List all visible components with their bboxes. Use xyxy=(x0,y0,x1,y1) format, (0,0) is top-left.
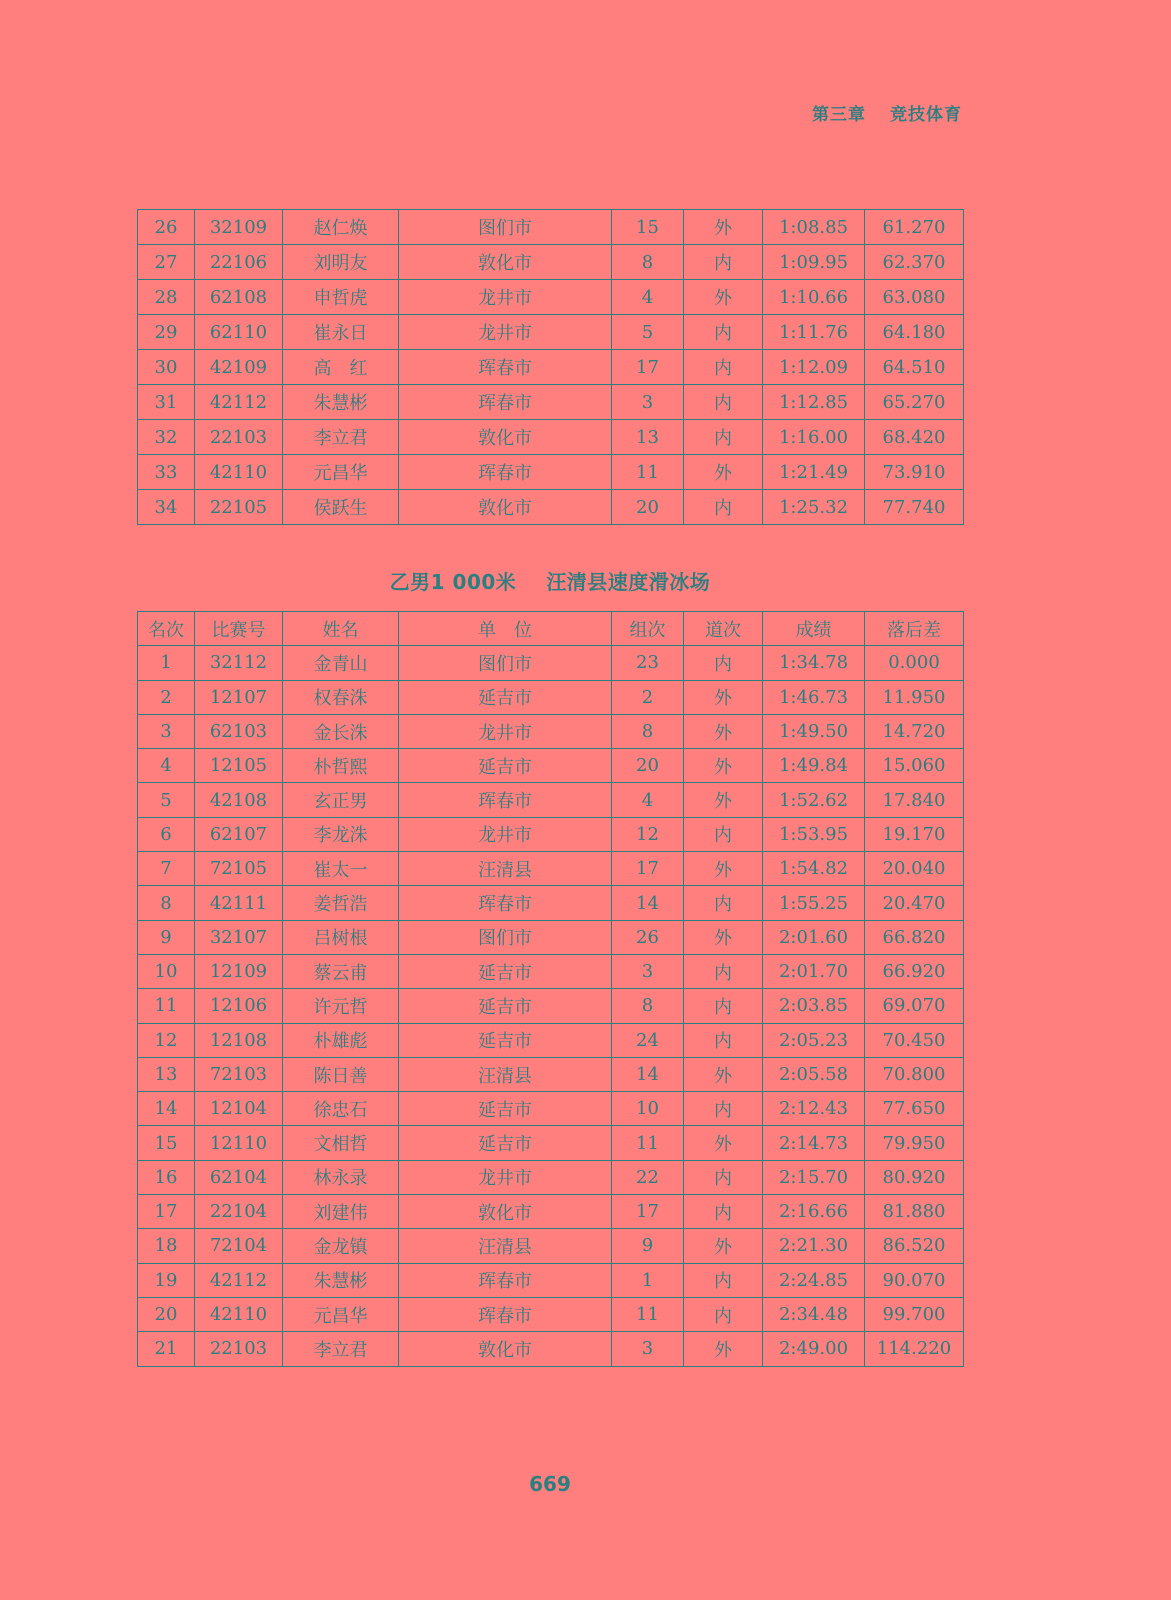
time-cell: 2:01.70 xyxy=(763,954,865,988)
time-cell: 2:24.85 xyxy=(763,1263,865,1297)
time-cell: 2:34.48 xyxy=(763,1297,865,1331)
rank-cell: 4 xyxy=(138,749,195,783)
group-cell: 17 xyxy=(612,1195,684,1229)
lane-cell: 内 xyxy=(684,1297,763,1331)
gap-cell: 79.950 xyxy=(865,1126,964,1160)
rank-cell: 14 xyxy=(138,1092,195,1126)
rank-cell: 6 xyxy=(138,817,195,851)
group-cell: 12 xyxy=(612,817,684,851)
lane-cell: 内 xyxy=(684,350,763,385)
time-cell: 2:14.73 xyxy=(763,1126,865,1160)
unit-cell: 延吉市 xyxy=(399,1023,612,1057)
gap-cell: 73.910 xyxy=(865,455,964,490)
bib-cell: 62103 xyxy=(195,714,283,748)
unit-cell: 汪清县 xyxy=(399,852,612,886)
bib-cell: 42110 xyxy=(195,1297,283,1331)
rank-cell: 21 xyxy=(138,1332,195,1366)
name-cell: 金龙镇 xyxy=(283,1229,399,1263)
table-row xyxy=(138,1297,964,1331)
bib-cell: 22103 xyxy=(195,1332,283,1366)
gap-cell: 20.040 xyxy=(865,852,964,886)
bib-cell: 42111 xyxy=(195,886,283,920)
name-cell: 蔡云甫 xyxy=(283,954,399,988)
time-cell: 2:49.00 xyxy=(763,1332,865,1366)
gap-cell: 68.420 xyxy=(865,420,964,455)
table-row xyxy=(138,420,964,455)
chapter-label: 第三章 xyxy=(812,105,866,125)
rank-cell: 16 xyxy=(138,1160,195,1194)
name-cell: 朴雄彪 xyxy=(283,1023,399,1057)
running-header xyxy=(812,100,962,125)
gap-cell: 90.070 xyxy=(865,1263,964,1297)
bib-cell: 22105 xyxy=(195,490,283,525)
lane-cell: 内 xyxy=(684,886,763,920)
gap-cell: 62.370 xyxy=(865,245,964,280)
time-cell: 2:16.66 xyxy=(763,1195,865,1229)
name-cell: 元昌华 xyxy=(283,1297,399,1331)
gap-cell: 99.700 xyxy=(865,1297,964,1331)
column-header: 姓名 xyxy=(283,612,399,646)
gap-cell: 11.950 xyxy=(865,680,964,714)
table-row xyxy=(138,1263,964,1297)
lane-cell: 内 xyxy=(684,385,763,420)
rank-cell: 33 xyxy=(138,455,195,490)
unit-cell: 珲春市 xyxy=(399,886,612,920)
group-cell: 14 xyxy=(612,1057,684,1091)
unit-cell: 延吉市 xyxy=(399,954,612,988)
lane-cell: 外 xyxy=(684,749,763,783)
table-row xyxy=(138,385,964,420)
bib-cell: 42112 xyxy=(195,1263,283,1297)
name-cell: 申哲虎 xyxy=(283,280,399,315)
table-row xyxy=(138,920,964,954)
rank-cell: 5 xyxy=(138,783,195,817)
column-header: 单 位 xyxy=(399,612,612,646)
gap-cell: 81.880 xyxy=(865,1195,964,1229)
name-cell: 元昌华 xyxy=(283,455,399,490)
table-row xyxy=(138,1160,964,1194)
unit-cell: 延吉市 xyxy=(399,680,612,714)
lane-cell: 内 xyxy=(684,245,763,280)
gap-cell: 69.070 xyxy=(865,989,964,1023)
rank-cell: 2 xyxy=(138,680,195,714)
bib-cell: 12106 xyxy=(195,989,283,1023)
time-cell: 2:05.23 xyxy=(763,1023,865,1057)
name-cell: 刘明友 xyxy=(283,245,399,280)
group-cell: 10 xyxy=(612,1092,684,1126)
bib-cell: 12107 xyxy=(195,680,283,714)
unit-cell: 珲春市 xyxy=(399,1297,612,1331)
name-cell: 文相哲 xyxy=(283,1126,399,1160)
gap-cell: 66.820 xyxy=(865,920,964,954)
name-cell: 朱慧彬 xyxy=(283,1263,399,1297)
group-cell: 1 xyxy=(612,1263,684,1297)
table-row xyxy=(138,1057,964,1091)
lane-cell: 外 xyxy=(684,455,763,490)
section-label: 竞技体育 xyxy=(890,105,962,125)
gap-cell: 64.510 xyxy=(865,350,964,385)
name-cell: 崔太一 xyxy=(283,852,399,886)
gap-cell: 15.060 xyxy=(865,749,964,783)
bib-cell: 62104 xyxy=(195,1160,283,1194)
time-cell: 2:05.58 xyxy=(763,1057,865,1091)
group-cell: 22 xyxy=(612,1160,684,1194)
unit-cell: 敦化市 xyxy=(399,420,612,455)
gap-cell: 70.450 xyxy=(865,1023,964,1057)
time-cell: 1:54.82 xyxy=(763,852,865,886)
unit-cell: 汪清县 xyxy=(399,1229,612,1263)
time-cell: 1:52.62 xyxy=(763,783,865,817)
group-cell: 20 xyxy=(612,749,684,783)
time-cell: 1:10.66 xyxy=(763,280,865,315)
time-cell: 1:46.73 xyxy=(763,680,865,714)
rank-cell: 32 xyxy=(138,420,195,455)
table-row xyxy=(138,210,964,245)
name-cell: 刘建伟 xyxy=(283,1195,399,1229)
unit-cell: 龙井市 xyxy=(399,714,612,748)
name-cell: 李龙洙 xyxy=(283,817,399,851)
lane-cell: 外 xyxy=(684,680,763,714)
lane-cell: 内 xyxy=(684,420,763,455)
rank-cell: 18 xyxy=(138,1229,195,1263)
lane-cell: 内 xyxy=(684,989,763,1023)
rank-cell: 1 xyxy=(138,646,195,680)
time-cell: 1:11.76 xyxy=(763,315,865,350)
gap-cell: 64.180 xyxy=(865,315,964,350)
lane-cell: 内 xyxy=(684,1195,763,1229)
table-row xyxy=(138,680,964,714)
rank-cell: 8 xyxy=(138,886,195,920)
rank-cell: 3 xyxy=(138,714,195,748)
table-row xyxy=(138,245,964,280)
unit-cell: 延吉市 xyxy=(399,1126,612,1160)
name-cell: 吕树根 xyxy=(283,920,399,954)
name-cell: 侯跃生 xyxy=(283,490,399,525)
rank-cell: 28 xyxy=(138,280,195,315)
name-cell: 许元哲 xyxy=(283,989,399,1023)
time-cell: 1:12.85 xyxy=(763,385,865,420)
rank-cell: 13 xyxy=(138,1057,195,1091)
time-cell: 2:15.70 xyxy=(763,1160,865,1194)
lane-cell: 外 xyxy=(684,852,763,886)
bib-cell: 12104 xyxy=(195,1092,283,1126)
lane-cell: 内 xyxy=(684,315,763,350)
bib-cell: 72105 xyxy=(195,852,283,886)
time-cell: 2:21.30 xyxy=(763,1229,865,1263)
table-row xyxy=(138,350,964,385)
group-cell: 4 xyxy=(612,783,684,817)
time-cell: 1:08.85 xyxy=(763,210,865,245)
continued-results-table xyxy=(137,209,964,525)
table-row xyxy=(138,490,964,525)
name-cell: 金长洙 xyxy=(283,714,399,748)
page-number: 669 xyxy=(529,1472,571,1496)
gap-cell: 86.520 xyxy=(865,1229,964,1263)
table-row xyxy=(138,646,964,680)
table-row xyxy=(138,1229,964,1263)
unit-cell: 珲春市 xyxy=(399,783,612,817)
time-cell: 1:34.78 xyxy=(763,646,865,680)
bib-cell: 22103 xyxy=(195,420,283,455)
lane-cell: 外 xyxy=(684,714,763,748)
time-cell: 1:21.49 xyxy=(763,455,865,490)
group-cell: 13 xyxy=(612,420,684,455)
table-row xyxy=(138,749,964,783)
rank-cell: 15 xyxy=(138,1126,195,1160)
unit-cell: 珲春市 xyxy=(399,1263,612,1297)
group-cell: 11 xyxy=(612,455,684,490)
rank-cell: 20 xyxy=(138,1297,195,1331)
bib-cell: 42110 xyxy=(195,455,283,490)
group-cell: 8 xyxy=(612,989,684,1023)
lane-cell: 内 xyxy=(684,1263,763,1297)
time-cell: 1:55.25 xyxy=(763,886,865,920)
group-cell: 20 xyxy=(612,490,684,525)
name-cell: 金青山 xyxy=(283,646,399,680)
group-cell: 11 xyxy=(612,1126,684,1160)
group-cell: 11 xyxy=(612,1297,684,1331)
bib-cell: 72104 xyxy=(195,1229,283,1263)
column-header: 比赛号 xyxy=(195,612,283,646)
group-cell: 17 xyxy=(612,350,684,385)
time-cell: 1:25.32 xyxy=(763,490,865,525)
rank-cell: 11 xyxy=(138,989,195,1023)
unit-cell: 汪清县 xyxy=(399,1057,612,1091)
unit-cell: 珲春市 xyxy=(399,455,612,490)
name-cell: 林永录 xyxy=(283,1160,399,1194)
table-row xyxy=(138,1023,964,1057)
lane-cell: 外 xyxy=(684,280,763,315)
bib-cell: 62108 xyxy=(195,280,283,315)
table-row xyxy=(138,886,964,920)
unit-cell: 敦化市 xyxy=(399,1332,612,1366)
table-row xyxy=(138,954,964,988)
rank-cell: 12 xyxy=(138,1023,195,1057)
unit-cell: 延吉市 xyxy=(399,749,612,783)
group-cell: 3 xyxy=(612,385,684,420)
gap-cell: 114.220 xyxy=(865,1332,964,1366)
group-cell: 5 xyxy=(612,315,684,350)
rank-cell: 30 xyxy=(138,350,195,385)
bib-cell: 12108 xyxy=(195,1023,283,1057)
group-cell: 26 xyxy=(612,920,684,954)
bib-cell: 12105 xyxy=(195,749,283,783)
rank-cell: 9 xyxy=(138,920,195,954)
rank-cell: 19 xyxy=(138,1263,195,1297)
gap-cell: 77.650 xyxy=(865,1092,964,1126)
time-cell: 1:09.95 xyxy=(763,245,865,280)
group-cell: 3 xyxy=(612,954,684,988)
group-cell: 8 xyxy=(612,245,684,280)
bib-cell: 12109 xyxy=(195,954,283,988)
rank-cell: 7 xyxy=(138,852,195,886)
group-cell: 2 xyxy=(612,680,684,714)
unit-cell: 龙井市 xyxy=(399,817,612,851)
time-cell: 2:03.85 xyxy=(763,989,865,1023)
time-cell: 1:12.09 xyxy=(763,350,865,385)
table-row xyxy=(138,280,964,315)
gap-cell: 80.920 xyxy=(865,1160,964,1194)
gap-cell: 66.920 xyxy=(865,954,964,988)
bib-cell: 62110 xyxy=(195,315,283,350)
unit-cell: 图们市 xyxy=(399,210,612,245)
unit-cell: 珲春市 xyxy=(399,385,612,420)
rank-cell: 31 xyxy=(138,385,195,420)
unit-cell: 敦化市 xyxy=(399,245,612,280)
time-cell: 1:49.84 xyxy=(763,749,865,783)
gap-cell: 0.000 xyxy=(865,646,964,680)
bib-cell: 22106 xyxy=(195,245,283,280)
lane-cell: 外 xyxy=(684,1057,763,1091)
group-cell: 9 xyxy=(612,1229,684,1263)
name-cell: 姜哲浩 xyxy=(283,886,399,920)
bib-cell: 22104 xyxy=(195,1195,283,1229)
bib-cell: 12110 xyxy=(195,1126,283,1160)
bib-cell: 32109 xyxy=(195,210,283,245)
lane-cell: 内 xyxy=(684,954,763,988)
bib-cell: 42109 xyxy=(195,350,283,385)
venue-name: 汪清县速度滑冰场 xyxy=(546,570,711,594)
column-header: 道次 xyxy=(684,612,763,646)
time-cell: 1:49.50 xyxy=(763,714,865,748)
table-row xyxy=(138,817,964,851)
rank-cell: 34 xyxy=(138,490,195,525)
section-title xyxy=(137,566,963,595)
column-header: 名次 xyxy=(138,612,195,646)
gap-cell: 61.270 xyxy=(865,210,964,245)
table-row xyxy=(138,1332,964,1366)
lane-cell: 外 xyxy=(684,783,763,817)
bib-cell: 72103 xyxy=(195,1057,283,1091)
group-cell: 14 xyxy=(612,886,684,920)
bib-cell: 42112 xyxy=(195,385,283,420)
rank-cell: 27 xyxy=(138,245,195,280)
lane-cell: 内 xyxy=(684,817,763,851)
name-cell: 高 红 xyxy=(283,350,399,385)
name-cell: 徐忠石 xyxy=(283,1092,399,1126)
table-row xyxy=(138,315,964,350)
time-cell: 2:12.43 xyxy=(763,1092,865,1126)
group-cell: 3 xyxy=(612,1332,684,1366)
lane-cell: 外 xyxy=(684,1229,763,1263)
time-cell: 1:53.95 xyxy=(763,817,865,851)
unit-cell: 图们市 xyxy=(399,646,612,680)
gap-cell: 65.270 xyxy=(865,385,964,420)
column-header: 成绩 xyxy=(763,612,865,646)
gap-cell: 14.720 xyxy=(865,714,964,748)
name-cell: 赵仁焕 xyxy=(283,210,399,245)
group-cell: 23 xyxy=(612,646,684,680)
name-cell: 李立君 xyxy=(283,420,399,455)
group-cell: 4 xyxy=(612,280,684,315)
gap-cell: 63.080 xyxy=(865,280,964,315)
bib-cell: 32107 xyxy=(195,920,283,954)
name-cell: 朴哲熙 xyxy=(283,749,399,783)
time-cell: 2:01.60 xyxy=(763,920,865,954)
unit-cell: 龙井市 xyxy=(399,315,612,350)
lane-cell: 外 xyxy=(684,1332,763,1366)
group-cell: 24 xyxy=(612,1023,684,1057)
lane-cell: 内 xyxy=(684,490,763,525)
gap-cell: 70.800 xyxy=(865,1057,964,1091)
column-header: 组次 xyxy=(612,612,684,646)
name-cell: 崔永日 xyxy=(283,315,399,350)
lane-cell: 内 xyxy=(684,1092,763,1126)
lane-cell: 外 xyxy=(684,920,763,954)
table-row xyxy=(138,1092,964,1126)
main-results-table xyxy=(137,611,964,1367)
bib-cell: 42108 xyxy=(195,783,283,817)
group-cell: 15 xyxy=(612,210,684,245)
lane-cell: 内 xyxy=(684,1160,763,1194)
lane-cell: 内 xyxy=(684,646,763,680)
unit-cell: 龙井市 xyxy=(399,1160,612,1194)
name-cell: 李立君 xyxy=(283,1332,399,1366)
name-cell: 陈日善 xyxy=(283,1057,399,1091)
unit-cell: 敦化市 xyxy=(399,1195,612,1229)
rank-cell: 10 xyxy=(138,954,195,988)
rank-cell: 26 xyxy=(138,210,195,245)
table-row xyxy=(138,852,964,886)
table-row xyxy=(138,989,964,1023)
lane-cell: 内 xyxy=(684,1023,763,1057)
gap-cell: 19.170 xyxy=(865,817,964,851)
bib-cell: 62107 xyxy=(195,817,283,851)
unit-cell: 延吉市 xyxy=(399,1092,612,1126)
unit-cell: 龙井市 xyxy=(399,280,612,315)
bib-cell: 32112 xyxy=(195,646,283,680)
lane-cell: 外 xyxy=(684,210,763,245)
table-row xyxy=(138,714,964,748)
rank-cell: 17 xyxy=(138,1195,195,1229)
time-cell: 1:16.00 xyxy=(763,420,865,455)
name-cell: 权春洙 xyxy=(283,680,399,714)
table-row xyxy=(138,783,964,817)
gap-cell: 20.470 xyxy=(865,886,964,920)
unit-cell: 图们市 xyxy=(399,920,612,954)
unit-cell: 延吉市 xyxy=(399,989,612,1023)
name-cell: 朱慧彬 xyxy=(283,385,399,420)
event-name: 乙男1 000米 xyxy=(389,570,517,594)
column-header: 落后差 xyxy=(865,612,964,646)
table-row xyxy=(138,1126,964,1160)
rank-cell: 29 xyxy=(138,315,195,350)
table-header-row xyxy=(138,612,964,646)
gap-cell: 17.840 xyxy=(865,783,964,817)
unit-cell: 珲春市 xyxy=(399,350,612,385)
name-cell: 玄正男 xyxy=(283,783,399,817)
table-row xyxy=(138,1195,964,1229)
table-row xyxy=(138,455,964,490)
group-cell: 8 xyxy=(612,714,684,748)
group-cell: 17 xyxy=(612,852,684,886)
unit-cell: 敦化市 xyxy=(399,490,612,525)
lane-cell: 外 xyxy=(684,1126,763,1160)
gap-cell: 77.740 xyxy=(865,490,964,525)
